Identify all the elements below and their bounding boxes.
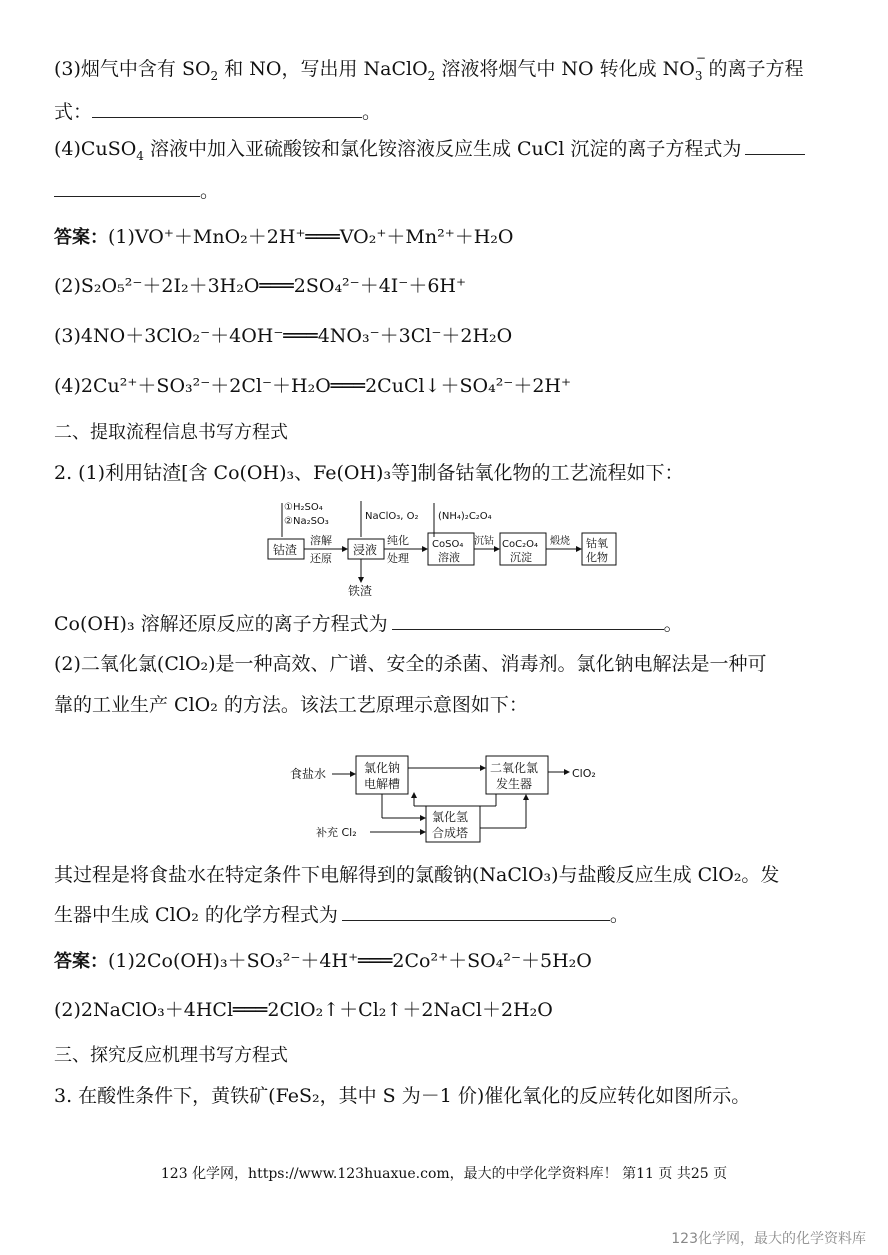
answer-blank[interactable] [745,136,805,155]
answer-blank[interactable] [92,99,362,118]
question-2-2-line4: 生器中生成 ClO₂ 的化学方程式为 。 [54,904,629,926]
answer-line: 答案：(1)VO⁺＋MnO₂＋2H⁺═══VO₂⁺＋Mn²⁺＋H₂O [54,226,514,248]
box-label: 二氧化氯 [490,761,539,775]
svg-text:沉钴: 沉钴 [474,536,494,547]
box-label: 钴氧 [586,537,608,550]
question-3-line1: (3)烟气中含有 $SO_2$ 和 NO，写出用 NaClO$_2$ 溶液将烟气中 NO 转化成 $NO_3$ − 的离子方程 [54,51,804,83]
reagent-label: (NH₄)₂C₂O₄ [438,511,492,522]
question-2-1-ask: Co(OH)₃ 溶解还原反应的离子方程式为 。 [54,613,683,635]
answer-line: (2)S₂O₅²⁻＋2I₂＋3H₂O═══2SO₄²⁻＋4I⁻＋6H⁺ [54,275,467,297]
answer-line: (4)2Cu²⁺＋SO₃²⁻＋2Cl⁻＋H₂O═══2CuCl↓＋SO₄²⁻＋2H⁺ [54,375,572,397]
answer-blank[interactable] [342,902,610,921]
svg-text:还原: 还原 [310,552,332,565]
question-2-2-line2: 靠的工业生产 ClO₂ 的方法。该法工艺原理示意图如下： [54,694,528,716]
output-label: ClO₂ [572,767,596,780]
question-2-2-line3: 其过程是将食盐水在特定条件下电解得到的氯酸钠(NaClO₃)与盐酸反应生成 ClO₂。发 [54,864,780,886]
answer-line: 答案：(1)2Co(OH)₃＋SO₃²⁻＋4H⁺═══2Co²⁺＋SO₄²⁻＋5H₂O [54,950,592,972]
question-2-2-line1: (2)二氧化氯(ClO₂)是一种高效、广谱、安全的杀菌、消毒剂。氯化钠电解法是一种可 [54,653,767,675]
svg-text:纯化: 纯化 [387,534,409,547]
answer-line: (2)2NaClO₃＋4HCl═══2ClO₂↑＋Cl₂↑＋2NaCl＋2H₂O [54,999,553,1021]
reagent-label: NaClO₃, O₂ [365,511,419,522]
box-label: 沉淀 [510,551,532,564]
watermark: 123化学网，最大的化学资料库 [671,1231,866,1247]
box-label: 氯化钠 [364,761,401,775]
reagent-label: ②Na₂SO₃ [284,516,329,527]
box-label: 合成塔 [432,826,469,840]
waste-label: 铁渣 [348,584,373,598]
chlorine-dioxide-flowchart [286,748,616,848]
box-label: CoC₂O₄ [502,539,538,550]
svg-text:溶解: 溶解 [310,534,332,547]
question-4-line1: (4)CuSO$_4$ 溶液中加入亚硫酸铵和氯化铵溶液反应生成 CuCl 沉淀的离子方程式为 [54,136,805,169]
box-label: 钴渣 [273,543,298,557]
section-heading: 三、探究反应机理书写方程式 [54,1045,288,1066]
cobalt-process-flowchart [262,497,622,601]
box-label: 发生器 [496,777,533,791]
svg-text:煅烧: 煅烧 [550,536,570,547]
box-label: 浸液 [353,543,378,557]
box-label: 溶液 [438,551,460,564]
reagent-label: ①H₂SO₄ [284,502,323,513]
box-label: 电解槽 [364,777,401,791]
svg-text:处理: 处理 [387,552,409,565]
question-3-line2: 式： 。 [54,101,382,123]
section-heading: 二、提取流程信息书写方程式 [54,422,288,443]
box-label: CoSO₄ [432,539,464,550]
question-2-1: 2. (1)利用钴渣[含 Co(OH)₃、Fe(OH)₃等]制备钴氧化物的工艺流程如下： [54,462,684,484]
answer-line: (3)4NO＋3ClO₂⁻＋4OH⁻═══4NO₃⁻＋3Cl⁻＋2H₂O [54,325,513,347]
answer-blank[interactable] [54,178,200,197]
answer-blank[interactable] [392,611,664,630]
box-label: 氯化氢 [432,810,469,824]
page-footer: 123 化学网，https://www.123huaxue.com，最大的中学化学资料库！ 第11 页 共25 页 [160,1166,728,1182]
box-label: 化物 [586,551,608,564]
input-label: 食盐水 [290,767,327,781]
question-4-line2: 。 [54,178,219,204]
question-3-text: 3. 在酸性条件下，黄铁矿(FeS₂，其中 S 为－1 价)催化氧化的反应转化如图所示。 [54,1085,751,1107]
input-label: 补充 Cl₂ [316,826,357,839]
